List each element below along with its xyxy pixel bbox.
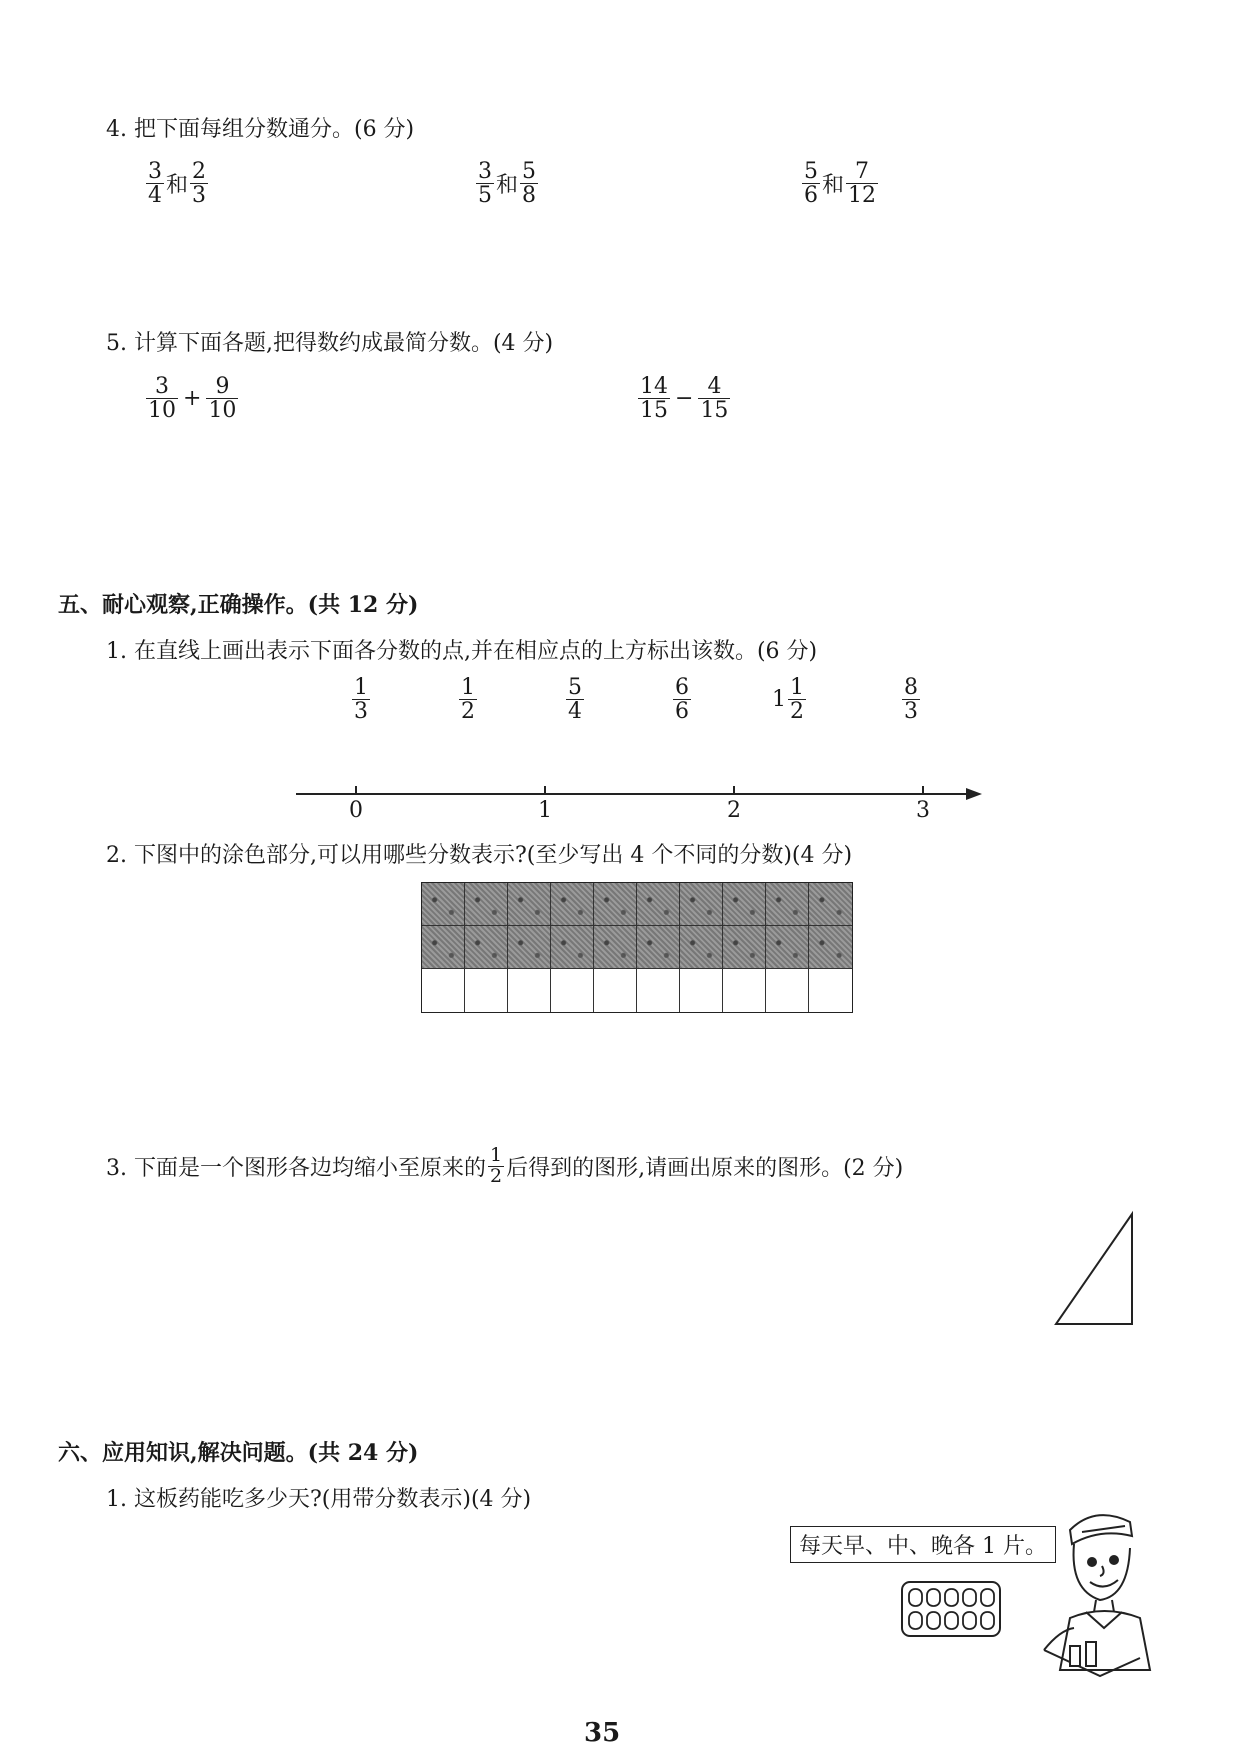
fraction: $\frac{7}{12}$ xyxy=(848,159,877,209)
grid-cell-shaded xyxy=(809,926,852,969)
q4-pair-3 xyxy=(800,160,880,207)
joiner-text: 和 xyxy=(166,173,189,199)
tick-label-0: 0 xyxy=(349,798,363,823)
grid-cell-empty xyxy=(637,969,680,1012)
fraction: $\frac{2}{3}$ xyxy=(192,159,207,209)
q4-pair-1 xyxy=(144,160,210,207)
grid-cell-empty xyxy=(465,969,508,1012)
grid-cell-shaded xyxy=(551,926,594,969)
grid-cell-shaded xyxy=(508,926,551,969)
grid-cell-shaded xyxy=(637,926,680,969)
grid-cell-empty xyxy=(766,969,809,1012)
nl-fraction-1: $\frac{1}{3}$ xyxy=(354,675,368,725)
nurse-illustration-icon xyxy=(1030,1500,1160,1690)
grid-cell-shaded xyxy=(422,883,465,926)
fraction: $\frac{14}{15}$ xyxy=(640,374,668,424)
grid-cell-empty xyxy=(422,969,465,1012)
grid-cell-shaded xyxy=(723,926,766,969)
q3-text-before: 3. 下面是一个图形各边均缩小至原来的 xyxy=(106,1155,486,1181)
joiner-text: 和 xyxy=(496,173,519,199)
grid-cell-shaded xyxy=(766,926,809,969)
fraction: $\frac{5}{8}$ xyxy=(522,159,537,209)
grid-cell-shaded xyxy=(465,883,508,926)
fraction: $\frac{9}{10}$ xyxy=(208,374,237,424)
nl-fraction-4: $\frac{6}{6}$ xyxy=(675,675,689,725)
section6-title: 六、应用知识,解决问题。(共 24 分) xyxy=(58,1440,419,1466)
speech-bubble: 每天早、中、晚各 1 片。 xyxy=(790,1526,1056,1563)
grid-cell-shaded xyxy=(594,926,637,969)
pill-pack-icon xyxy=(900,1580,1004,1640)
grid-cell-empty xyxy=(809,969,852,1012)
grid-cell-shaded xyxy=(723,883,766,926)
grid-cell-empty xyxy=(551,969,594,1012)
whole-part: 1 xyxy=(772,687,786,713)
s5-q3-title xyxy=(106,1146,903,1187)
grid-cell-shaded xyxy=(809,883,852,926)
s6-q1-title: 1. 这板药能吃多少天?(用带分数表示)(4 分) xyxy=(106,1487,532,1512)
fraction: $\frac{3}{4}$ xyxy=(148,159,162,209)
grid-cell-shaded xyxy=(508,883,551,926)
q3-text-after: 后得到的图形,请画出原来的图形。(2 分) xyxy=(506,1155,904,1181)
tick-label-2: 2 xyxy=(727,798,741,823)
s5-q1-title: 1. 在直线上画出表示下面各分数的点,并在相应点的上方标出该数。(6 分) xyxy=(106,639,818,664)
reduced-triangle xyxy=(1050,1210,1150,1330)
grid-cell-empty xyxy=(508,969,551,1012)
fraction: $\frac{4}{15}$ xyxy=(700,374,729,424)
fraction: $\frac{5}{6}$ xyxy=(804,159,818,209)
grid-cell-shaded xyxy=(465,926,508,969)
grid-cell-shaded xyxy=(594,883,637,926)
nl-fraction-3: $\frac{5}{4}$ xyxy=(568,675,582,725)
operator: − xyxy=(675,386,694,412)
grid-cell-shaded xyxy=(551,883,594,926)
fraction: $\frac{3}{10}$ xyxy=(148,374,176,424)
grid-cell-empty xyxy=(594,969,637,1012)
shaded-grid xyxy=(421,882,853,1013)
q5-title: 5. 计算下面各题,把得数约成最简分数。(4 分) xyxy=(106,331,554,356)
tick-label-3: 3 xyxy=(916,798,930,823)
nl-fraction-6: $\frac{8}{3}$ xyxy=(904,675,918,725)
fraction: $\frac{1}{2}$ xyxy=(490,1144,503,1187)
s5-q2-title: 2. 下图中的涂色部分,可以用哪些分数表示?(至少写出 4 个不同的分数)(4 分) xyxy=(106,843,853,868)
grid-cell-shaded xyxy=(680,883,723,926)
q5-expr-1 xyxy=(144,375,240,422)
q4-title: 4. 把下面每组分数通分。(6 分) xyxy=(106,117,415,142)
q5-expr-2 xyxy=(636,375,732,422)
tick-label-1: 1 xyxy=(538,798,552,823)
grid-cell-empty xyxy=(680,969,723,1012)
section5-title: 五、耐心观察,正确操作。(共 12 分) xyxy=(58,592,419,618)
q4-pair-2 xyxy=(474,160,540,207)
grid-cell-shaded xyxy=(680,926,723,969)
joiner-text: 和 xyxy=(822,173,845,199)
nl-fraction-2: $\frac{1}{2}$ xyxy=(461,675,475,725)
nl-fraction-5: 1 $\frac{1}{2}$ xyxy=(772,675,804,725)
grid-cell-shaded xyxy=(766,883,809,926)
page-number: 35 xyxy=(584,1718,621,1748)
number-line xyxy=(290,778,990,828)
grid-cell-shaded xyxy=(422,926,465,969)
fraction: $\frac{3}{5}$ xyxy=(478,159,492,209)
operator: + xyxy=(183,386,202,412)
grid-cell-empty xyxy=(723,969,766,1012)
grid-cell-shaded xyxy=(637,883,680,926)
